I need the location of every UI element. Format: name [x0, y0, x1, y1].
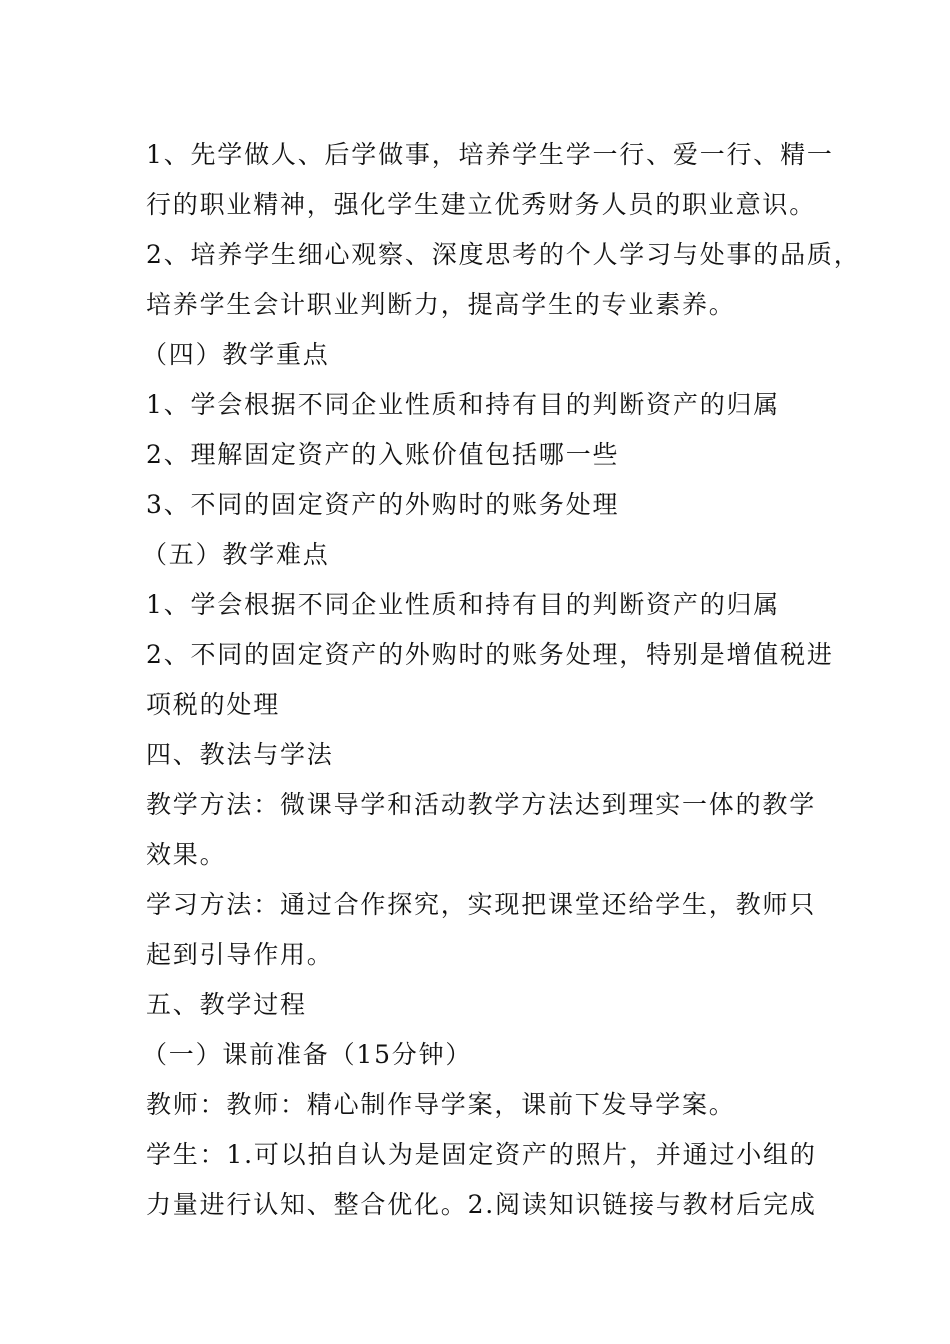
text-line: 学生：1.可以拍自认为是固定资产的照片，并通过小组的	[146, 1140, 817, 1169]
section-heading: 四、教法与学法	[146, 740, 334, 769]
section-heading: 五、教学过程	[146, 990, 307, 1019]
text-line: 1、学会根据不同企业性质和持有目的判断资产的归属	[146, 390, 781, 419]
text-line: 效果。	[146, 840, 227, 869]
text-line: 教师：教师：精心制作导学案，课前下发导学案。	[146, 1090, 736, 1119]
text-line: 1、先学做人、后学做事，培养学生学一行、爱一行、精一	[146, 140, 834, 169]
text-line: 起到引导作用。	[146, 940, 334, 969]
section-heading: （一）课前准备（15分钟）	[142, 1040, 473, 1069]
text-line: 2、不同的固定资产的外购时的账务处理，特别是增值税进	[146, 640, 834, 669]
text-line: 力量进行认知、整合优化。2.阅读知识链接与教材后完成	[146, 1190, 817, 1219]
text-line: 2、培养学生细心观察、深度思考的个人学习与处事的品质，	[146, 240, 861, 269]
text-line: 项税的处理	[146, 690, 281, 719]
section-heading: （四）教学重点	[142, 340, 330, 369]
text-line: 学习方法：通过合作探究，实现把课堂还给学生，教师只	[146, 890, 817, 919]
text-line: 3、不同的固定资产的外购时的账务处理	[146, 490, 620, 519]
text-line: 教学方法：微课导学和活动教学方法达到理实一体的教学	[146, 790, 817, 819]
text-line: 2、理解固定资产的入账价值包括哪一些	[146, 440, 620, 469]
section-heading: （五）教学难点	[142, 540, 330, 569]
text-line: 1、学会根据不同企业性质和持有目的判断资产的归属	[146, 590, 781, 619]
text-line: 培养学生会计职业判断力，提高学生的专业素养。	[146, 290, 736, 319]
document-page	[142, 130, 861, 1230]
text-line: 行的职业精神，强化学生建立优秀财务人员的职业意识。	[146, 190, 817, 219]
